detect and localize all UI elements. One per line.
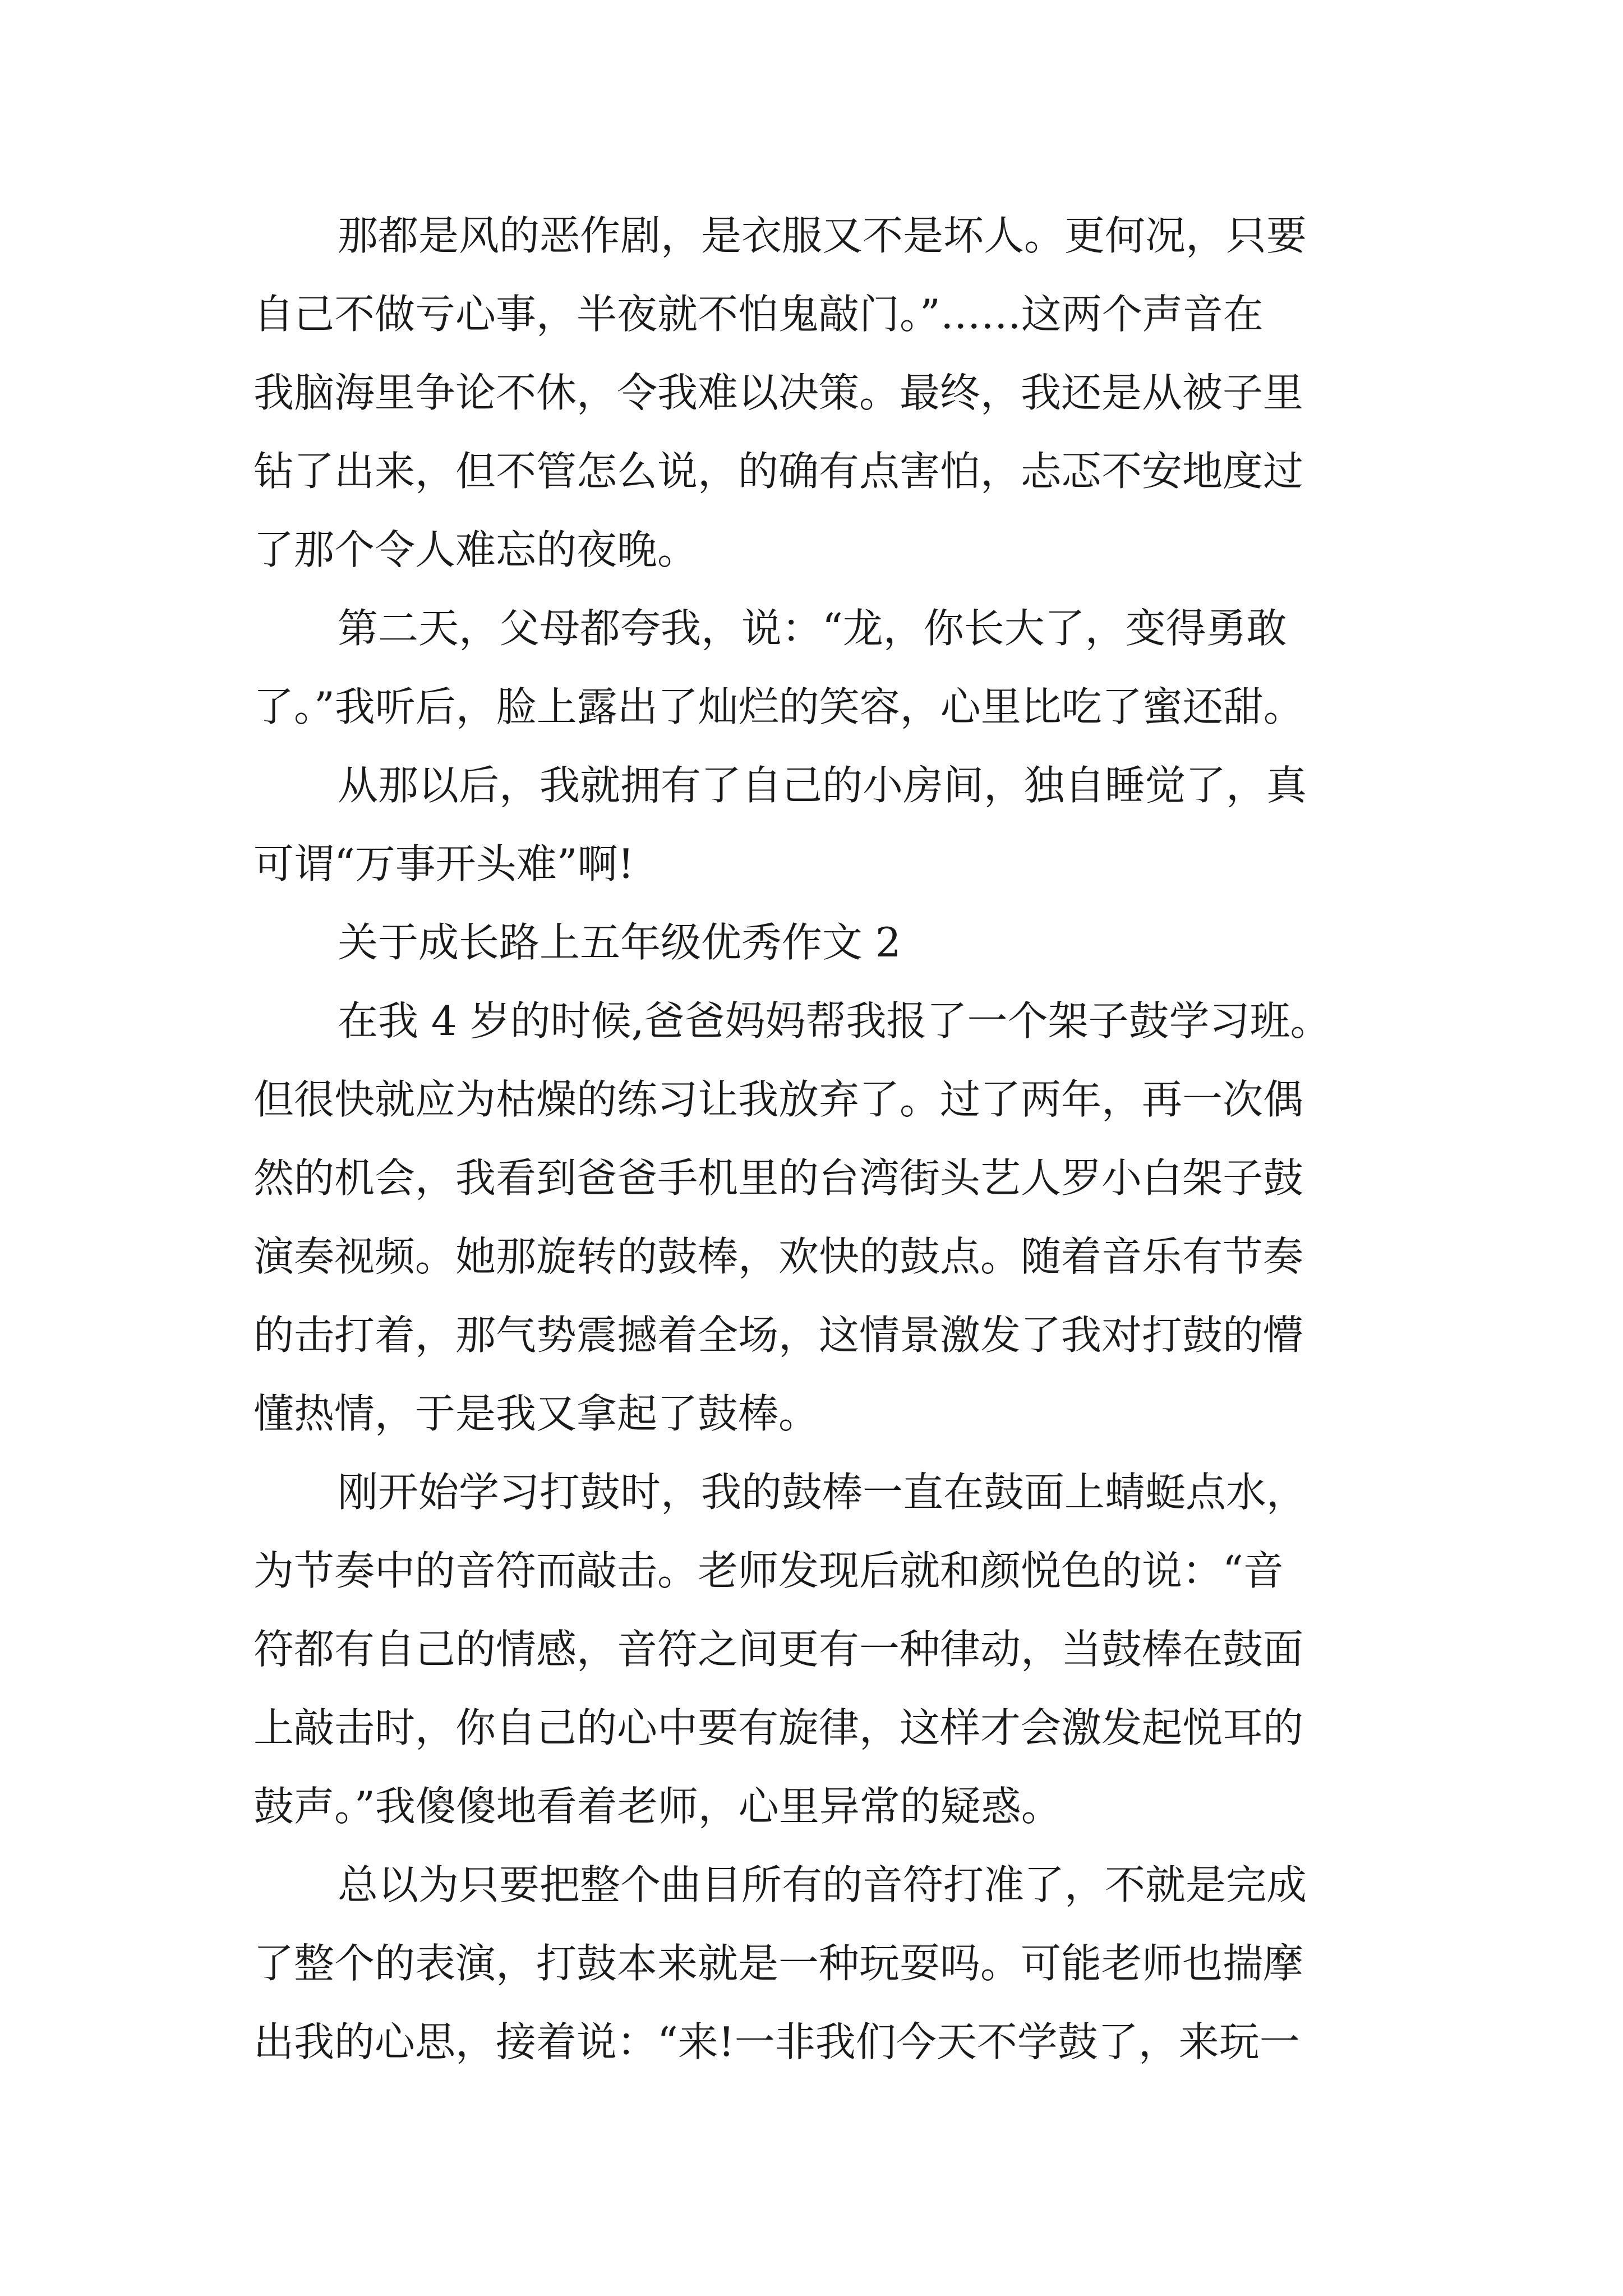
text-line: 了。”我听后，脸上露出了灿烂的笑容，心里比吃了蜜还甜。 — [253, 683, 1304, 730]
text-line: 演奏视频。她那旋转的鼓棒，欢快的鼓点。随着音乐有节奏 — [253, 1233, 1304, 1280]
text-line: 然的机会，我看到爸爸手机里的台湾街头艺人罗小白架子鼓 — [253, 1154, 1304, 1202]
text-line: 从那以后，我就拥有了自己的小房间，独自睡觉了，真 — [338, 762, 1307, 809]
text-line: 鼓声。”我傻傻地看着老师，心里异常的疑惑。 — [253, 1783, 1062, 1830]
text-line: 钻了出来，但不管怎么说，的确有点害怕，忐忑不安地度过 — [253, 448, 1304, 495]
essay-title: 关于成长路上五年级优秀作文 2 — [338, 919, 901, 966]
text-line: 可谓“万事开头难”啊! — [253, 840, 634, 887]
text-line: 总以为只要把整个曲目所有的音符打准了，不就是完成 — [338, 1861, 1307, 1908]
text-line: 那都是风的恶作剧，是衣服又不是坏人。更何况，只要 — [338, 212, 1307, 259]
text-line: 了那个令人难忘的夜晚。 — [253, 526, 698, 573]
text-line: 上敲击时，你自己的心中要有旋律，这样才会激发起悦耳的 — [253, 1704, 1304, 1751]
text-line: 了整个的表演，打鼓本来就是一种玩耍吗。可能老师也揣摩 — [253, 1940, 1304, 1987]
text-line: 的击打着，那气势震撼着全场，这情景激发了我对打鼓的懵 — [253, 1312, 1304, 1359]
essay-text — [253, 196, 1398, 2081]
text-line: 刚开始学习打鼓时，我的鼓棒一直在鼓面上蜻蜓点水， — [338, 1469, 1307, 1516]
text-line: 我脑海里争论不休，令我难以决策。最终，我还是从被子里 — [253, 369, 1304, 416]
text-line: 自己不做亏心事，半夜就不怕鬼敲门。”……这两个声音在 — [253, 291, 1264, 338]
text-line: 在我 4 岁的时候,爸爸妈妈帮我报了一个架子鼓学习班。 — [338, 997, 1331, 1045]
text-line: 出我的心思，接着说：“来!一非我们今天不学鼓了，来玩一 — [253, 2018, 1300, 2065]
text-line: 懂热情，于是我又拿起了鼓棒。 — [253, 1390, 819, 1437]
text-line: 符都有自己的情感，音符之间更有一种律动，当鼓棒在鼓面 — [253, 1626, 1304, 1673]
text-line: 为节奏中的音符而敲击。老师发现后就和颜悦色的说：“音 — [253, 1547, 1284, 1594]
text-line: 但很快就应为枯燥的练习让我放弃了。过了两年，再一次偶 — [253, 1076, 1304, 1123]
text-line: 第二天，父母都夸我，说：“龙，你长大了，变得勇敢 — [338, 605, 1287, 652]
